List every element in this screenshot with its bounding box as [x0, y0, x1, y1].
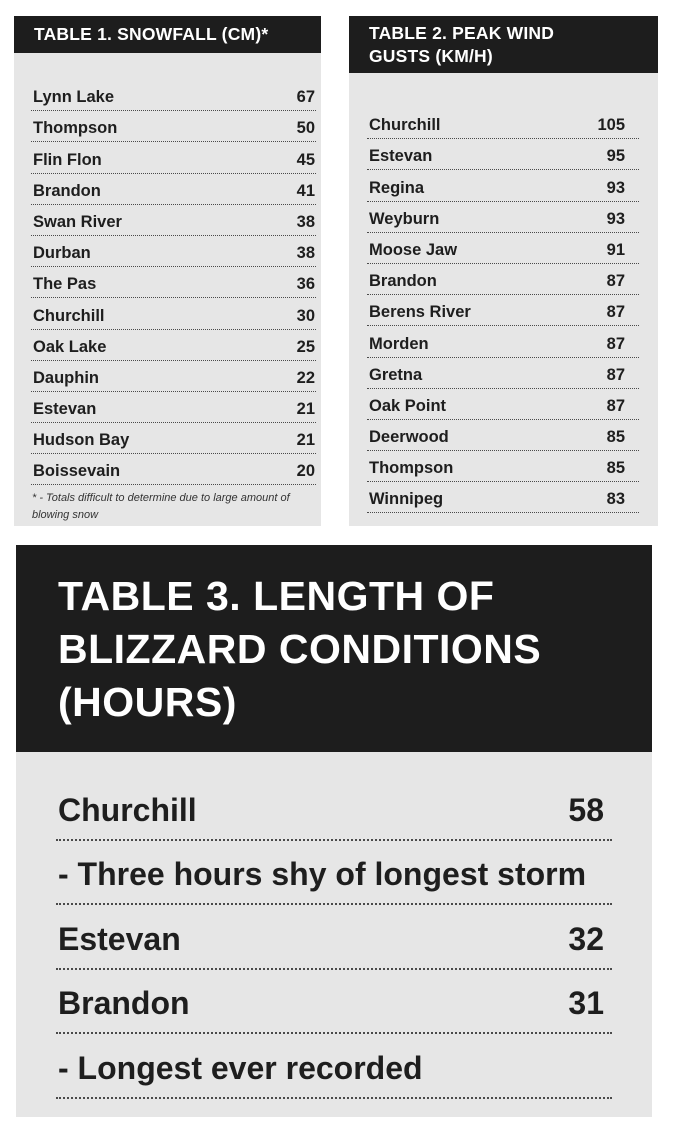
place-name: The Pas — [33, 275, 97, 294]
table-row — [31, 174, 316, 205]
title-line: (HOURS) — [58, 679, 237, 725]
place-name: Lynn Lake — [33, 88, 114, 107]
table-row — [31, 298, 316, 329]
value: 87 — [606, 365, 625, 384]
table-row — [31, 142, 316, 173]
place-name: Estevan — [369, 147, 433, 166]
footnote: * - Totals difficult to determine due to large amount of blowing snow — [32, 492, 290, 521]
table-row — [367, 202, 639, 233]
table-row — [31, 236, 316, 267]
table-row — [56, 970, 612, 1035]
table-row — [31, 454, 316, 485]
place-name: Durban — [33, 244, 91, 263]
table-snowfall-rows — [31, 80, 316, 485]
note-text: - Three hours shy of longest storm — [58, 856, 587, 892]
table-row — [367, 264, 639, 295]
value: 22 — [296, 368, 315, 387]
value: 85 — [606, 428, 625, 447]
table-blizzard-length-rows — [56, 776, 612, 1099]
table-wind-gusts-rows — [367, 108, 639, 513]
value: 38 — [296, 244, 315, 263]
place-name: Deerwood — [369, 428, 449, 447]
place-name: Dauphin — [33, 368, 99, 387]
table-row — [31, 267, 316, 298]
table-row — [367, 233, 639, 264]
value: 93 — [606, 178, 625, 197]
value: 36 — [296, 275, 315, 294]
value: 32 — [568, 920, 604, 957]
value: 87 — [606, 334, 625, 353]
table-row — [367, 389, 639, 420]
value: 87 — [606, 272, 625, 291]
place-name: Thompson — [33, 119, 118, 138]
place-name: Flin Flon — [33, 150, 102, 169]
place-name: Morden — [369, 334, 429, 353]
value: 93 — [606, 209, 625, 228]
place-name: Swan River — [33, 212, 122, 231]
table-row — [367, 482, 639, 513]
table-blizzard-length — [16, 545, 652, 1117]
table-wind-gusts — [349, 16, 658, 526]
value: 21 — [296, 431, 315, 450]
place-name: Brandon — [33, 181, 101, 200]
table-snowfall-title: TABLE 1. SNOWFALL (CM)* — [14, 16, 321, 53]
table-row-note — [56, 841, 612, 906]
table-row — [31, 330, 316, 361]
title-line: BLIZZARD CONDITIONS — [58, 626, 542, 672]
table-row — [31, 80, 316, 111]
value: 91 — [606, 240, 625, 259]
place-name: Winnipeg — [369, 490, 444, 509]
value: 41 — [296, 181, 315, 200]
table-row — [31, 423, 316, 454]
place-name: Churchill — [58, 791, 197, 828]
table-row — [367, 139, 639, 170]
place-name: Oak Lake — [33, 337, 107, 356]
value: 21 — [296, 400, 315, 419]
place-name: Boissevain — [33, 462, 121, 481]
place-name: Weyburn — [369, 209, 440, 228]
table-row — [31, 361, 316, 392]
table-row — [56, 776, 612, 841]
table-snowfall — [14, 16, 321, 526]
place-name: Gretna — [369, 365, 423, 384]
place-name: Hudson Bay — [33, 431, 130, 450]
title-line: TABLE 2. PEAK WIND — [369, 23, 555, 43]
value: 31 — [568, 985, 604, 1021]
value: 38 — [296, 212, 315, 231]
place-name: Berens River — [369, 303, 471, 322]
value: 30 — [296, 306, 315, 325]
value: 105 — [597, 116, 625, 135]
table-wind-gusts-title — [349, 16, 658, 73]
title-line: TABLE 3. LENGTH OF — [58, 573, 495, 619]
value: 20 — [296, 462, 315, 481]
place-name: Moose Jaw — [369, 240, 458, 259]
table-row — [367, 108, 639, 139]
place-name: Brandon — [58, 985, 190, 1021]
value: 85 — [606, 459, 625, 478]
value: 87 — [606, 303, 625, 322]
value: 67 — [296, 88, 315, 107]
place-name: Churchill — [369, 116, 441, 135]
table-row — [367, 451, 639, 482]
note-text: - Longest ever recorded — [58, 1049, 423, 1086]
place-name: Oak Point — [369, 396, 447, 415]
place-name: Thompson — [369, 459, 454, 478]
value: 50 — [296, 119, 315, 138]
table-row — [31, 111, 316, 142]
table-row — [367, 326, 639, 357]
table-row-note — [56, 1034, 612, 1099]
title-line: GUSTS (KM/H) — [369, 46, 493, 66]
value: 95 — [606, 147, 625, 166]
place-name: Regina — [369, 178, 425, 197]
table-row — [367, 295, 639, 326]
table-row — [31, 392, 316, 423]
value: 45 — [296, 150, 315, 169]
value: 87 — [606, 396, 625, 415]
table-row — [367, 358, 639, 389]
place-name: Estevan — [33, 400, 97, 419]
place-name: Churchill — [33, 306, 105, 325]
value: 83 — [606, 490, 625, 509]
table-row — [367, 170, 639, 201]
value: 58 — [568, 791, 604, 828]
place-name: Estevan — [58, 920, 181, 957]
value: 25 — [296, 337, 315, 356]
place-name: Brandon — [369, 272, 437, 291]
table-blizzard-length-title — [16, 545, 652, 752]
table-row — [56, 905, 612, 970]
table-row — [31, 205, 316, 236]
table-row — [367, 420, 639, 451]
